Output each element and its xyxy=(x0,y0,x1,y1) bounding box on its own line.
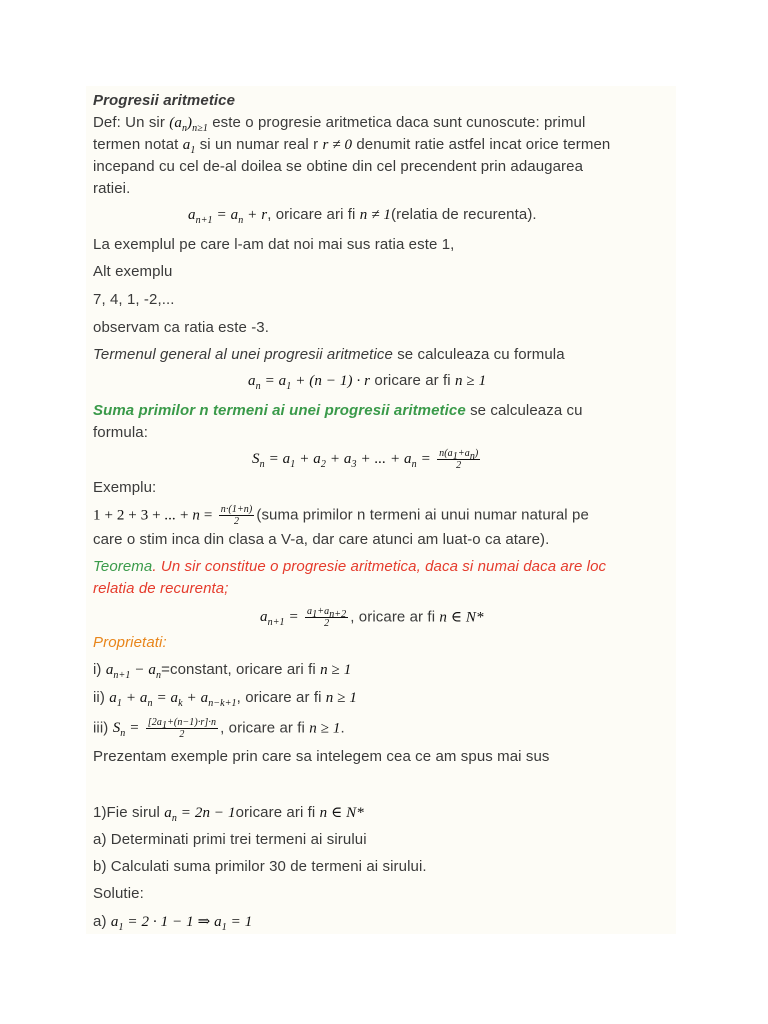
example-note: La exemplul pe care l-am dat noi mai sus ratia este 1, xyxy=(93,236,455,253)
example-sum-line: 1 + 2 + 3 + ... + n = $\frac{n\cdot(1+n)}{2}$ (suma primilor n termeni ai unui numar natural pe xyxy=(93,504,589,527)
definition-line-1: Def: Un sir $(a_n)_{n\ge 1}$ este o progresie aritmetica daca sunt cunoscute: primul xyxy=(93,114,586,134)
general-term-formula: $a_n = a_1 + (n - 1) \cdot r$ oricare ar fi n ≥ 1 xyxy=(248,372,487,392)
definition-line-3: incepand cu cel de-al doilea se obtine din cel precendent prin adaugarea xyxy=(93,158,584,175)
theorem-formula: $a_{n+1}$ = $\frac{a_1+a_{n+2}}{2}$ , oricare ar fi n ∈ N* xyxy=(260,606,484,629)
property-ii: ii) $a_1 + a_n = a_k + a_{n-k+1}$, oricare ar fi n ≥ 1 xyxy=(93,689,358,709)
ratio-nonzero-formula: r ≠ 0 xyxy=(322,137,353,153)
present-line: Prezentam exemple prin care sa intelegem cea ce am spus mai sus xyxy=(93,748,550,765)
solution-label: Solutie: xyxy=(93,885,144,902)
solution-a: a) $a_1 = 2 \cdot 1 - 1$ ⇒ $a_1 = 1$ xyxy=(93,913,253,933)
property-i: i) $a_{n+1}$ − $a_n=constant$, oricare ari fi n ≥ 1 xyxy=(93,661,352,681)
example-line-2: care o stim inca din clasa a V-a, dar care atunci am luat-o ca atare). xyxy=(93,531,550,548)
sum-definition-line: Suma primilor n termeni ai unei progresii aritmetice se calculeaza cu xyxy=(93,402,583,419)
question-b: b) Calculati suma primilor 30 de termeni ai sirului. xyxy=(93,858,427,875)
ratio-note: observam ca ratia este -3. xyxy=(93,319,270,336)
sequence-symbol: $(a_n)_{n\ge 1}$ xyxy=(169,115,208,134)
recurrence-formula-line: $a_{n+1} = a_n + r$, oricare ari fi n ≠ 1(relatia de recurenta). xyxy=(188,206,537,226)
example-label: Exemplu: xyxy=(93,479,157,496)
property-iii: iii) $S_n$ = $\frac{[2a_1+(n-1)\cdot r]\cdot n}{2}$ , oricare ar fi n ≥ 1. xyxy=(93,717,345,740)
definition-line-4: ratiei. xyxy=(93,180,131,197)
exercise-1-line: 1)Fie sirul $a_n = 2n$ − 1oricare ari fi n ∈ N* xyxy=(93,804,364,824)
theorem-line: Teorema. Un sir constitue o progresie aritmetica, daca si numai daca are loc xyxy=(93,558,607,575)
question-a: a) Determinati primi trei termeni ai sirului xyxy=(93,831,367,848)
first-term-symbol: $a_1$ xyxy=(182,137,196,156)
sum-definition-line-2: formula: xyxy=(93,424,148,441)
alt-example-label: Alt exemplu xyxy=(93,263,173,280)
general-term-line: Termenul general al unei progresii aritmetice se calculeaza cu formula xyxy=(93,346,565,363)
document-title: Progresii aritmetice xyxy=(93,92,236,109)
sum-formula: $S_n = a_1 + a_2 + a_3$ + ... + $a_n$ = $\frac{n(a_1+a_n)}{2}$ xyxy=(252,448,479,471)
theorem-line-2: relatia de recurenta; xyxy=(93,580,229,597)
properties-label: Proprietati: xyxy=(93,634,167,651)
definition-line-2: termen notat $a_1$ si un numar real r r ≠ 0 denumit ratie astfel incat orice termen xyxy=(93,136,611,156)
sequence-values: 7, 4, 1, -2,... xyxy=(93,291,175,308)
